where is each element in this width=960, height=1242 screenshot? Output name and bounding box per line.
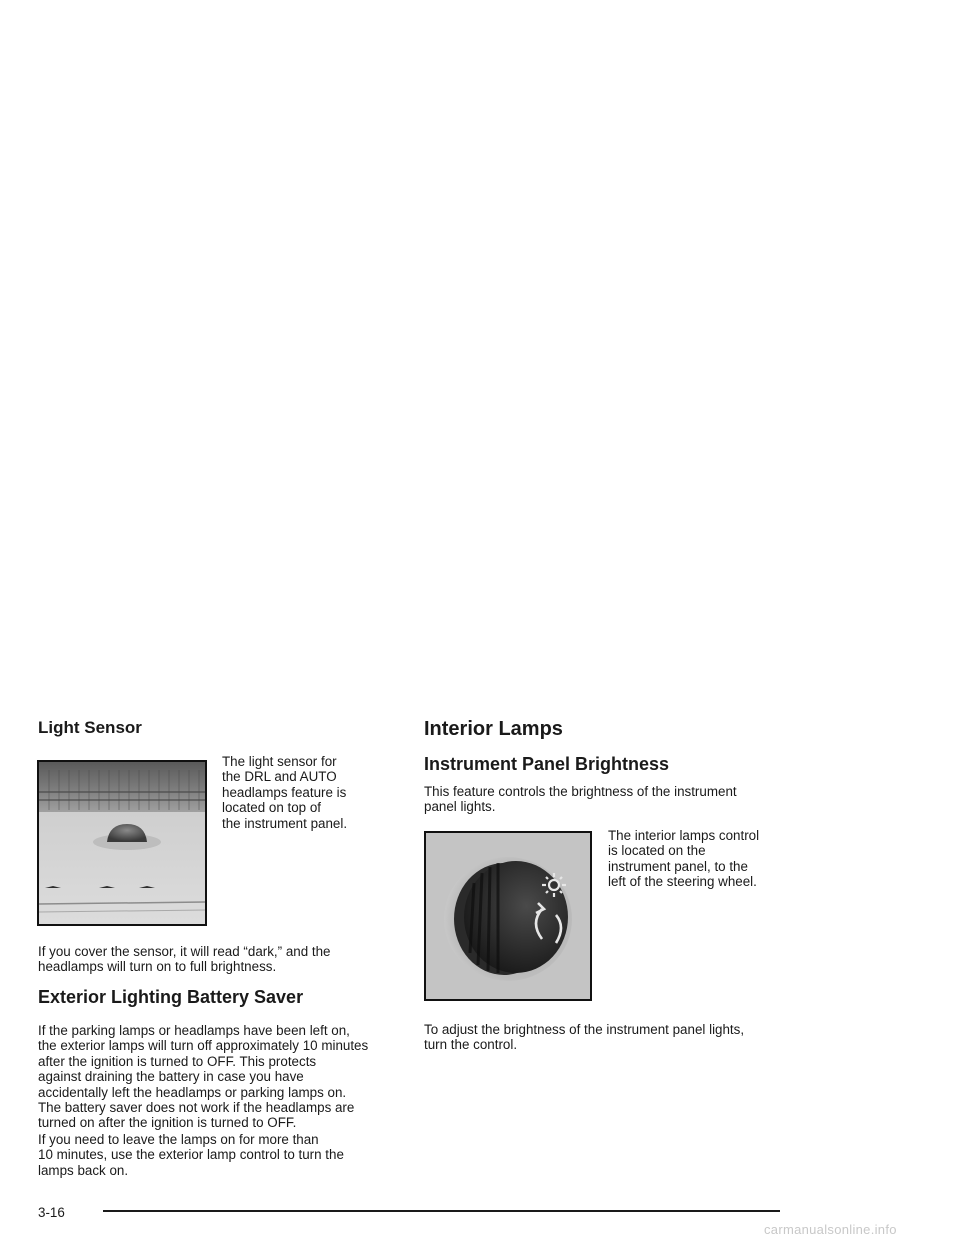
page-number: 3-16 (38, 1205, 65, 1220)
footer-rule (103, 1210, 780, 1212)
light-sensor-illustration (39, 762, 205, 924)
panel-brightness-paragraph: To adjust the brightness of the instrument panel lights, turn the control. (424, 1022, 745, 1053)
watermark: carmanualsonline.info (764, 1222, 897, 1237)
dimmer-control-illustration (426, 833, 590, 999)
interior-lamps-heading: Interior Lamps (424, 718, 563, 740)
panel-brightness-heading: Instrument Panel Brightness (424, 754, 670, 774)
battery-saver-heading: Exterior Lighting Battery Saver (38, 987, 304, 1007)
battery-saver-paragraph-1: If the parking lamps or headlamps have been left on, the exterior lamps will turn off approximately 10 minutes after the ignition is turned to OFF. This protects against draining the battery in case you have accidentally left the headlamps or parking lamps on. The battery saver does not work if the headlamps are turned on after the ignition is turned to OFF. (38, 1023, 369, 1131)
light-sensor-heading: Light Sensor (38, 718, 142, 737)
battery-saver-paragraph-2: If you need to leave the lamps on for more than 10 minutes, use the exterior lamp control to turn the lamps back on. (38, 1132, 344, 1178)
panel-brightness-intro: This feature controls the brightness of the instrument panel lights. (424, 784, 737, 815)
light-sensor-photo (37, 760, 207, 926)
dimmer-control-photo (424, 831, 592, 1001)
dimmer-control-caption: The interior lamps control is located on the instrument panel, to the left of the steering wheel. (608, 828, 760, 890)
light-sensor-paragraph: If you cover the sensor, it will read “dark,” and the headlamps will turn on to full brightness. (38, 944, 331, 975)
light-sensor-caption: The light sensor for the DRL and AUTO headlamps feature is located on top of the instrument panel. (222, 754, 348, 831)
